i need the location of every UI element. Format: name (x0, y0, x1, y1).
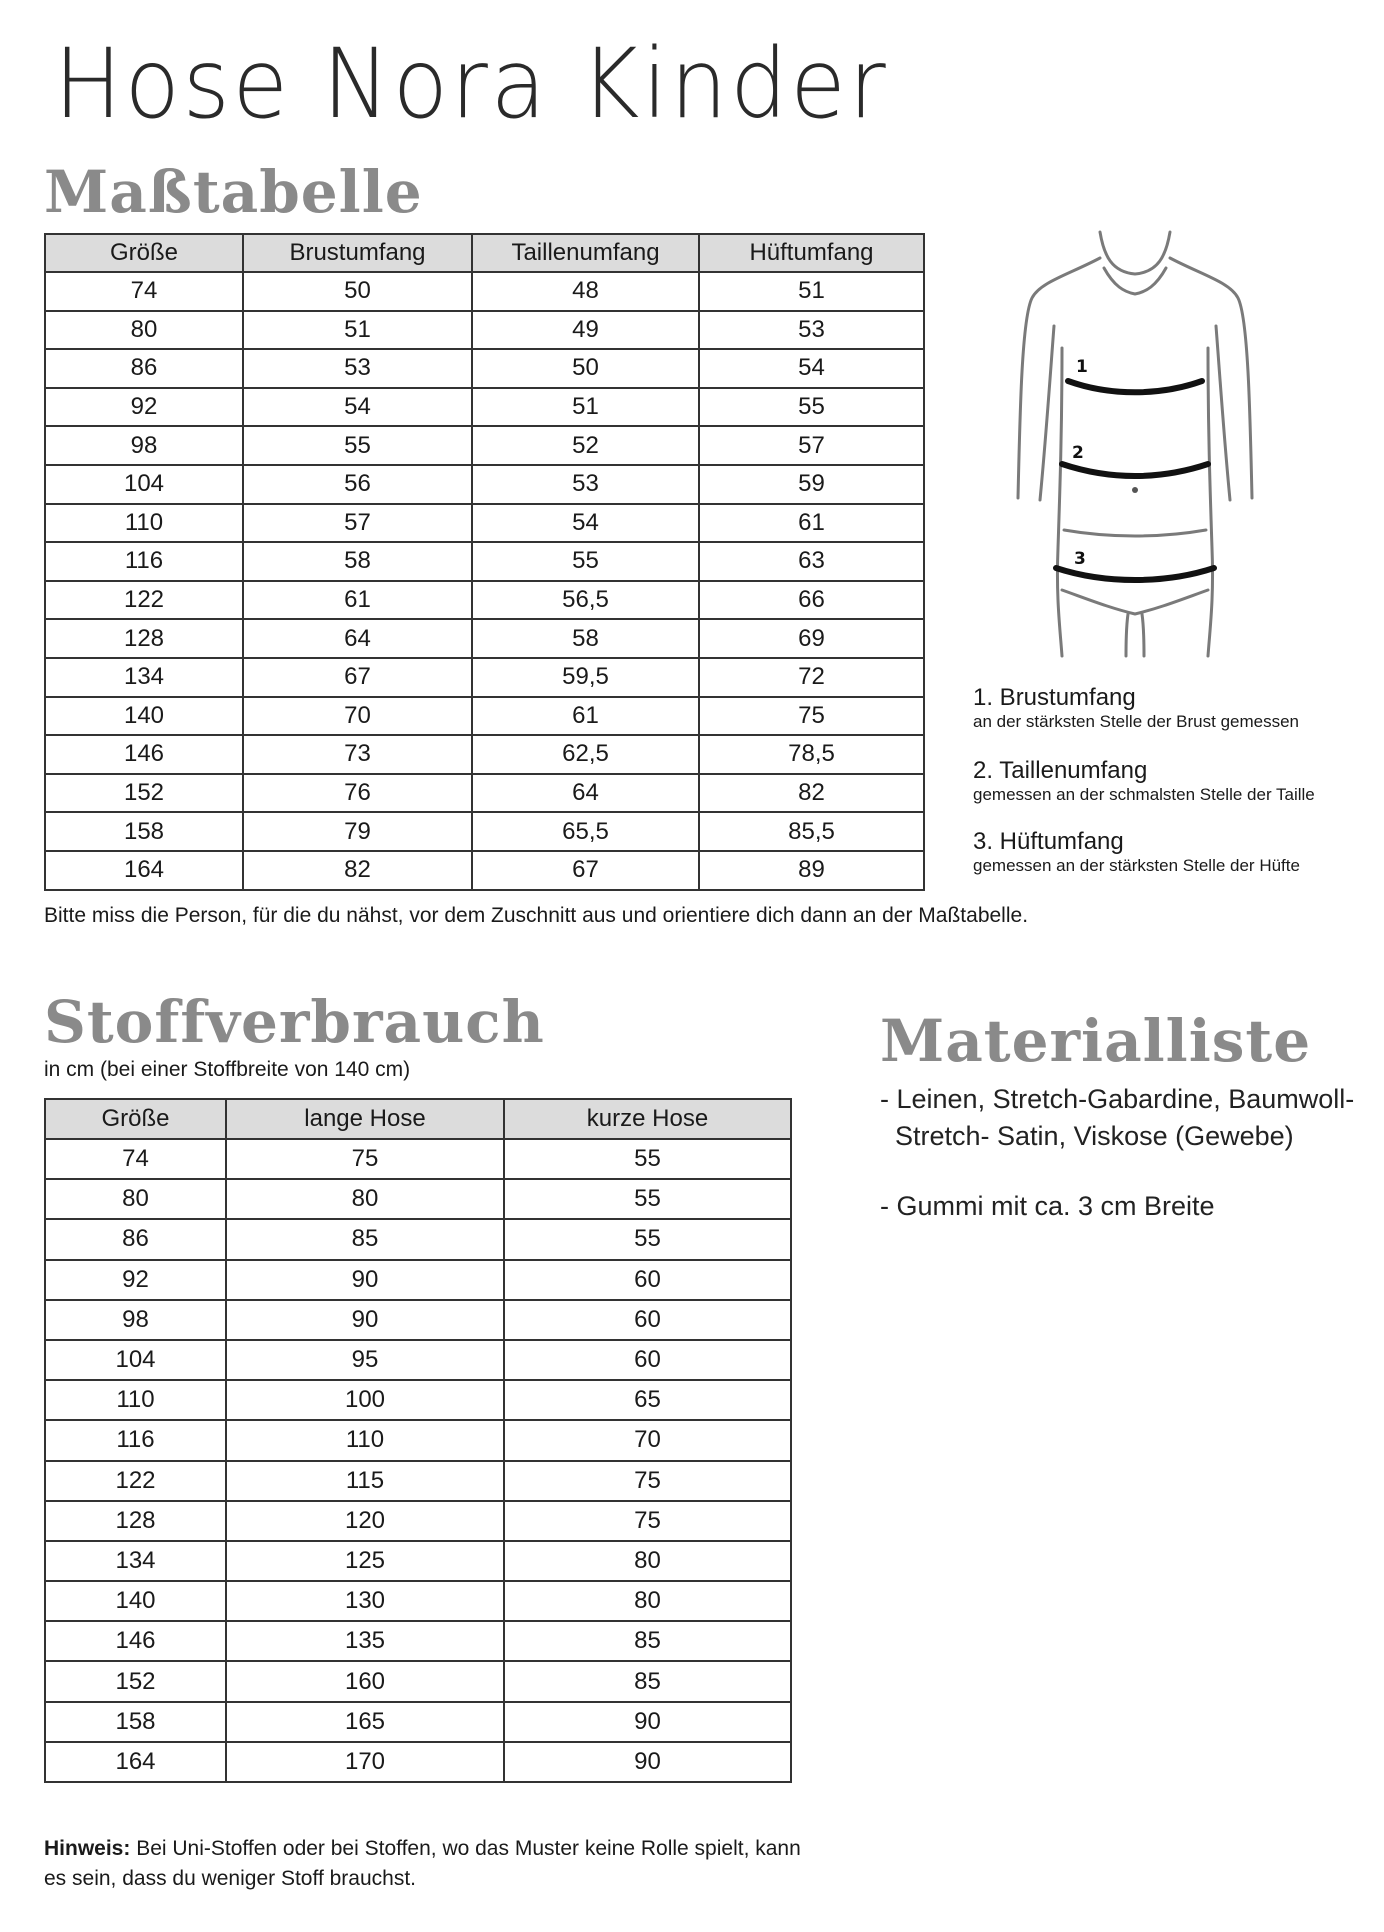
marker-2: 2 (1072, 443, 1084, 463)
measure-row (45, 735, 924, 774)
table-cell: 140 (45, 1581, 226, 1621)
table-cell: 89 (699, 851, 924, 890)
table-cell: 80 (45, 1179, 226, 1219)
table-cell: 76 (243, 774, 472, 813)
table-cell: 67 (243, 658, 472, 697)
table-cell: 51 (472, 388, 699, 427)
table-cell: 59 (699, 465, 924, 504)
fabric-row (45, 1260, 791, 1300)
material-line: - Leinen, Stretch-Gabardine, Baumwoll- (880, 1084, 1355, 1114)
legend-title: 2. Taillenumfang (973, 757, 1148, 784)
table-cell: 92 (45, 388, 243, 427)
legend-sub: gemessen an der stärksten Stelle der Hüfte (973, 856, 1300, 875)
table-cell: 53 (243, 349, 472, 388)
table-cell: 100 (226, 1380, 504, 1420)
torso-left-side (1057, 348, 1062, 656)
hint-text-continued: es sein, dass du weniger Stoff brauchst. (44, 1867, 416, 1890)
table-cell: 140 (45, 697, 243, 736)
table-cell: 116 (45, 542, 243, 581)
table-cell: 51 (243, 311, 472, 350)
measure-col-waist: Taillenumfang (472, 234, 699, 272)
table-cell: 95 (226, 1340, 504, 1380)
legend-title: 3. Hüftumfang (973, 828, 1124, 855)
table-cell: 75 (699, 697, 924, 736)
table-cell: 110 (45, 1380, 226, 1420)
table-cell: 56 (243, 465, 472, 504)
table-cell: 52 (472, 426, 699, 465)
table-cell: 152 (45, 774, 243, 813)
table-cell: 64 (472, 774, 699, 813)
fabric-heading: Stoffverbrauch (44, 988, 545, 1056)
table-cell: 90 (504, 1742, 791, 1782)
measure-row (45, 619, 924, 658)
table-cell: 55 (243, 426, 472, 465)
legend-sub: gemessen an der schmalsten Stelle der Taille (973, 785, 1315, 804)
table-cell: 57 (699, 426, 924, 465)
table-cell: 135 (226, 1621, 504, 1661)
fabric-row (45, 1541, 791, 1581)
table-cell: 74 (45, 272, 243, 311)
measure-header-row (45, 234, 924, 272)
table-cell: 56,5 (472, 581, 699, 620)
material-item (880, 1081, 1354, 1155)
fabric-table (44, 1098, 792, 1783)
table-cell: 85 (504, 1661, 791, 1701)
page-title: Hose Nora Kinder (54, 28, 889, 140)
table-cell: 110 (226, 1420, 504, 1460)
fabric-row (45, 1219, 791, 1259)
table-cell: 90 (226, 1260, 504, 1300)
table-cell: 55 (504, 1139, 791, 1179)
marker-1: 1 (1076, 357, 1088, 377)
table-cell: 53 (699, 311, 924, 350)
hint-label: Hinweis: (44, 1837, 131, 1860)
table-cell: 82 (699, 774, 924, 813)
table-cell: 134 (45, 1541, 226, 1581)
table-cell: 122 (45, 581, 243, 620)
fabric-row (45, 1300, 791, 1340)
table-cell: 80 (226, 1179, 504, 1219)
table-cell: 72 (699, 658, 924, 697)
table-cell: 146 (45, 1621, 226, 1661)
table-cell: 146 (45, 735, 243, 774)
legend-item-waist (973, 757, 1315, 805)
fabric-row (45, 1742, 791, 1782)
measure-heading: Maßtabelle (44, 158, 423, 226)
table-cell: 164 (45, 1742, 226, 1782)
legend-item-hip (973, 828, 1300, 876)
table-cell: 125 (226, 1541, 504, 1581)
hint-text: Bei Uni-Stoffen oder bei Stoffen, wo das Muster keine Rolle spielt, kann (130, 1837, 801, 1860)
table-cell: 75 (504, 1501, 791, 1541)
hint-block (44, 1834, 801, 1894)
table-cell: 58 (243, 542, 472, 581)
table-cell: 128 (45, 1501, 226, 1541)
table-cell: 85 (226, 1219, 504, 1259)
table-cell: 110 (45, 504, 243, 543)
table-cell: 78,5 (699, 735, 924, 774)
table-cell: 98 (45, 426, 243, 465)
table-cell: 75 (504, 1461, 791, 1501)
table-cell: 85,5 (699, 812, 924, 851)
table-cell: 60 (504, 1260, 791, 1300)
fabric-col-short: kurze Hose (504, 1099, 791, 1139)
table-cell: 75 (226, 1139, 504, 1179)
measure-row (45, 812, 924, 851)
fabric-row (45, 1581, 791, 1621)
table-cell: 116 (45, 1420, 226, 1460)
material-line: - Gummi mit ca. 3 cm Breite (880, 1191, 1215, 1221)
measure-row (45, 658, 924, 697)
table-cell: 67 (472, 851, 699, 890)
brief-line (1062, 590, 1208, 614)
table-cell: 115 (226, 1461, 504, 1501)
table-cell: 63 (699, 542, 924, 581)
measure-row (45, 774, 924, 813)
measure-row (45, 542, 924, 581)
neck-line (1100, 232, 1170, 274)
fabric-row (45, 1702, 791, 1742)
table-cell: 70 (504, 1420, 791, 1460)
table-cell: 92 (45, 1260, 226, 1300)
table-cell: 61 (243, 581, 472, 620)
table-cell: 82 (243, 851, 472, 890)
table-cell: 54 (472, 504, 699, 543)
table-cell: 50 (472, 349, 699, 388)
table-cell: 60 (504, 1300, 791, 1340)
measure-row (45, 426, 924, 465)
fabric-table-body (45, 1139, 791, 1782)
table-cell: 104 (45, 465, 243, 504)
fabric-subheading: in cm (bei einer Stoffbreite von 140 cm) (44, 1058, 411, 1081)
table-cell: 55 (504, 1219, 791, 1259)
table-cell: 86 (45, 349, 243, 388)
leg-lines (1126, 614, 1144, 656)
measure-row (45, 311, 924, 350)
waistband-line (1064, 530, 1206, 536)
measure-row (45, 581, 924, 620)
fabric-row (45, 1461, 791, 1501)
waist-measure-line (1062, 464, 1208, 476)
measure-col-hip: Hüftumfang (699, 234, 924, 272)
fabric-row (45, 1179, 791, 1219)
left-inner-arm (1040, 326, 1054, 500)
legend-title: 1. Brustumfang (973, 684, 1136, 711)
right-inner-arm (1216, 326, 1230, 500)
table-cell: 51 (699, 272, 924, 311)
table-cell: 128 (45, 619, 243, 658)
table-cell: 66 (699, 581, 924, 620)
fabric-row (45, 1139, 791, 1179)
table-cell: 64 (243, 619, 472, 658)
material-item (880, 1188, 1215, 1225)
measure-row (45, 388, 924, 427)
measure-row (45, 272, 924, 311)
measure-col-size: Größe (45, 234, 243, 272)
table-cell: 55 (472, 542, 699, 581)
measure-row (45, 465, 924, 504)
hip-measure-line (1056, 568, 1214, 580)
table-cell: 158 (45, 1702, 226, 1742)
table-cell: 59,5 (472, 658, 699, 697)
navel-dot (1132, 487, 1138, 493)
measure-row (45, 504, 924, 543)
fabric-header-row (45, 1099, 791, 1139)
fabric-row (45, 1340, 791, 1380)
table-cell: 70 (243, 697, 472, 736)
table-cell: 104 (45, 1340, 226, 1380)
table-cell: 164 (45, 851, 243, 890)
collar-line (1104, 268, 1166, 294)
table-cell: 62,5 (472, 735, 699, 774)
table-cell: 90 (504, 1702, 791, 1742)
measure-note: Bitte miss die Person, für die du nähst, vor dem Zuschnitt aus und orientiere dich dann an der Maßtabelle. (44, 904, 1029, 927)
measure-table (44, 233, 925, 891)
table-cell: 65,5 (472, 812, 699, 851)
legend-item-chest (973, 684, 1299, 732)
table-cell: 158 (45, 812, 243, 851)
measure-table-body (45, 272, 924, 890)
table-cell: 58 (472, 619, 699, 658)
table-cell: 152 (45, 1661, 226, 1701)
table-cell: 60 (504, 1340, 791, 1380)
materials-heading: Materialliste (880, 1007, 1312, 1075)
marker-3: 3 (1074, 549, 1086, 569)
table-cell: 134 (45, 658, 243, 697)
fabric-col-size: Größe (45, 1099, 226, 1139)
table-cell: 57 (243, 504, 472, 543)
table-cell: 74 (45, 1139, 226, 1179)
table-cell: 85 (504, 1621, 791, 1661)
measure-col-chest: Brustumfang (243, 234, 472, 272)
table-cell: 53 (472, 465, 699, 504)
table-cell: 79 (243, 812, 472, 851)
table-cell: 80 (45, 311, 243, 350)
chest-measure-line (1068, 381, 1202, 392)
measure-row (45, 697, 924, 736)
fabric-row (45, 1380, 791, 1420)
table-cell: 98 (45, 1300, 226, 1340)
table-cell: 165 (226, 1702, 504, 1742)
table-cell: 55 (504, 1179, 791, 1219)
body-figure (1000, 228, 1270, 658)
table-cell: 55 (699, 388, 924, 427)
table-cell: 69 (699, 619, 924, 658)
table-cell: 54 (243, 388, 472, 427)
fabric-row (45, 1501, 791, 1541)
measure-row (45, 851, 924, 890)
table-cell: 120 (226, 1501, 504, 1541)
measure-row (45, 349, 924, 388)
table-cell: 61 (699, 504, 924, 543)
legend-sub: an der stärksten Stelle der Brust gemessen (973, 712, 1299, 731)
table-cell: 61 (472, 697, 699, 736)
table-cell: 73 (243, 735, 472, 774)
table-cell: 122 (45, 1461, 226, 1501)
material-line: Stretch- Satin, Viskose (Gewebe) (880, 1121, 1294, 1151)
table-cell: 90 (226, 1300, 504, 1340)
table-cell: 48 (472, 272, 699, 311)
torso-right-side (1208, 348, 1213, 656)
fabric-row (45, 1621, 791, 1661)
table-cell: 65 (504, 1380, 791, 1420)
table-cell: 50 (243, 272, 472, 311)
table-cell: 54 (699, 349, 924, 388)
table-cell: 80 (504, 1581, 791, 1621)
table-cell: 130 (226, 1581, 504, 1621)
fabric-row (45, 1420, 791, 1460)
table-cell: 49 (472, 311, 699, 350)
table-cell: 80 (504, 1541, 791, 1581)
table-cell: 170 (226, 1742, 504, 1782)
fabric-row (45, 1661, 791, 1701)
fabric-col-long: lange Hose (226, 1099, 504, 1139)
table-cell: 86 (45, 1219, 226, 1259)
table-cell: 160 (226, 1661, 504, 1701)
